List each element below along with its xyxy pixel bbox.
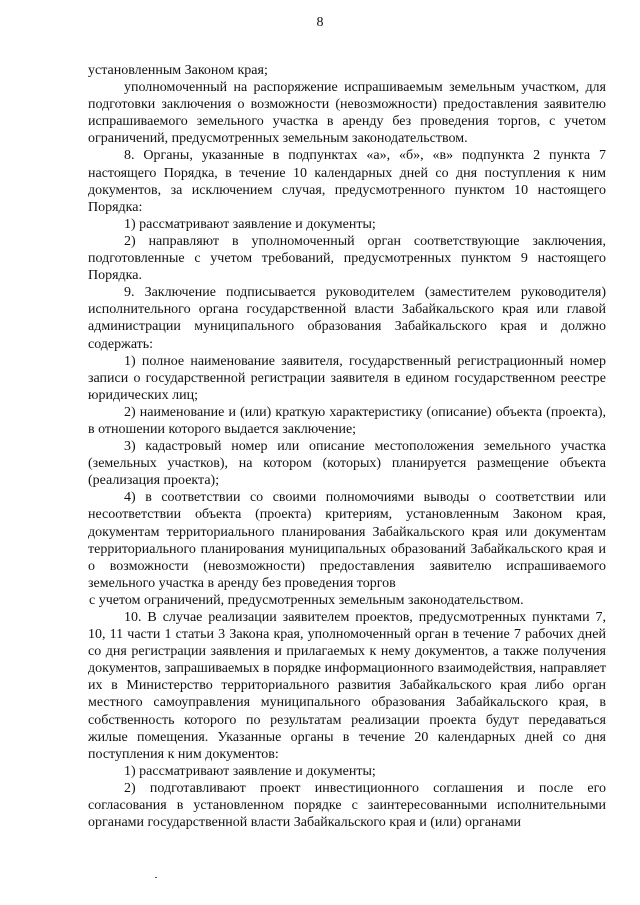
paragraph: 1) полное наименование заявителя, государственный регистрационный номер записи о государственной регистрации заявителя в едином государственном реестре юридических лиц;	[88, 353, 606, 403]
paragraph: 9. Заключение подписывается руководителем (заместителем руководителя) исполнительного органа государственной власти Забайкальского края или главой администрации муниципального образования Забайкальского края и должно содержать:	[88, 285, 606, 352]
paragraph: 2) направляют в уполномоченный орган соответствующие заключения, подготовленные с учетом требований, предусмотренных пунктом 9 настоящего Порядка.	[88, 233, 606, 284]
paragraph: 3) кадастровый номер или описание местоположения земельного участка (земельных участков), на котором (которых) планируется размещение объекта (реализация проекта);	[88, 439, 606, 489]
paragraph: 1) рассматривают заявление и документы;	[124, 216, 376, 232]
paragraph: уполномоченный на распоряжение испрашиваемым земельным участком, для подготовки заключения о возможности (невозможности) предоставления заявителю испрашиваемого земельного участка в аренду без проведения торгов, с учетом ограничений, предусмотренных земельным законодательством.	[88, 80, 606, 147]
paragraph: 8. Органы, указанные в подпунктах «а», «б», «в» подпункта 2 пункта 7 настоящего Порядка, в течение 10 календарных дней со дня поступления к ним документов, за исключением случая, предусмотренного пунктом 10 настоящего Порядка:	[88, 148, 606, 215]
document-body	[88, 62, 606, 831]
page-number: 8	[316, 15, 324, 30]
paragraph: 1) рассматривают заявление и документы;	[124, 763, 376, 779]
scan-mark	[155, 877, 157, 878]
paragraph: установленным Законом края;	[88, 63, 268, 78]
paragraph: с учетом ограничений, предусмотренных земельным законодательством.	[89, 592, 524, 608]
paragraph: 4) в соответствии со своими полномочиями выводы о соответствии или несоответствии объекта (проекта) критериям, установленным Законом края, документам территориального планирования Забайкальского края или документам территориального планирования муниципальных образований Забайкальского края и о возможности (невозможности) предоставления заявителю испрашиваемого земельного участка в аренду без проведения торгов	[88, 490, 606, 591]
paragraph: 2) подготавливают проект инвестиционного соглашения и после его согласования в установленном порядке с заинтересованными исполнительными органами государственной власти Забайкальского края и (или) органами	[88, 780, 606, 831]
paragraph: 10. В случае реализации заявителем проектов, предусмотренных пунктами 7, 10, 11 части 1 статьи 3 Закона края, уполномоченный орган в течение 7 рабочих дней со дня регистрации заявления и прилагаемых к нему документов, а также получения документов, запрашиваемых в порядке информационного взаимодействия, направляет их в Министерство территориального развития Забайкальского края либо орган местного самоуправления муниципального образования Забайкальского края, в собственность которого по результатам реализации проекта будут передаваться жилые помещения. Указанные органы в течение 20 календарных дней со дня поступления к ним документов:	[88, 610, 606, 762]
paragraph: 2) наименование и (или) краткую характеристику (описание) объекта (проекта), в отношении которого выдается заключение;	[88, 404, 606, 437]
